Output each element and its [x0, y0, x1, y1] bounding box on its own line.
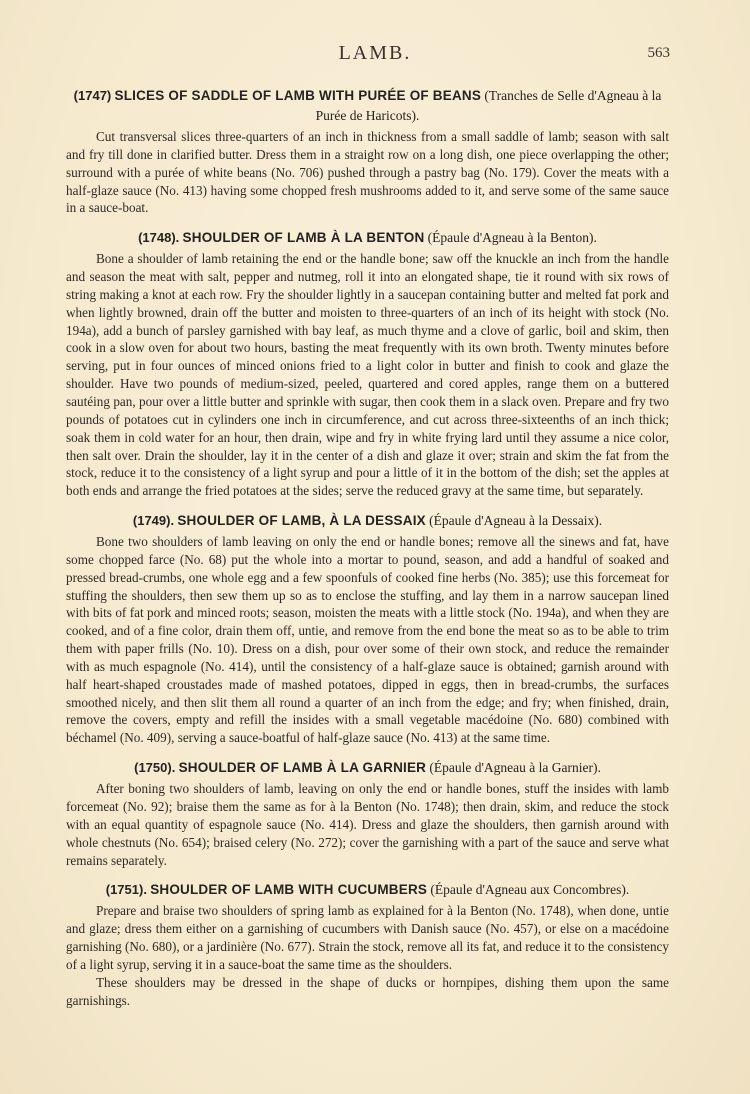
page-content	[66, 86, 669, 1009]
recipe-name: SHOULDER OF LAMB, À LA DESSAIX	[177, 513, 426, 529]
recipe-number: (1749).	[132, 513, 175, 529]
recipe-paragraph: Bone two shoulders of lamb leaving on only the end or handle bones; remove all the sinews and fat, have some chopped farce (No. 68) put the whole into a mortar to pound, season, and add a handful of soaked and pressed bread-crumbs, one whole egg and a few spoonfuls of cooked fine herbs (No. 385); use this forcemeat for stuffing the shoulders, then sew them up so as to enclose the stuffing, and lay them in a narrow saucepan lined with bits of fat pork and minced roots; season, moisten the meats with a little stock (No. 194a), and when they are cooked, and of a fine color, drain them off, untie, and remove from the end bone the meat so as to be able to trim them with paper frills (No. 10). Dress on a dish, pour over some of their own stock, and reduce the remainder with as much espagnole (No. 414), until the consistency of a half-glaze sauce is obtained; garnish around with half heart-shaped croustades made of mashed potatoes, dipped in eggs, then in bread-crumbs, the surfaces smoothed nicely, and then slit them all round a quarter of an inch from the edge; and fry; when finished, drain, remove the covers, empty and refill the insides with a small vegetable macédoine (No. 680) combined with béchamel (No. 409), serving a sauce-boatful of half-glaze sauce (No. 413) at the same time.	[66, 534, 669, 746]
running-head: LAMB.	[338, 42, 412, 64]
recipe-french-name: (Tranches de Selle d'Agneau à la Purée de Haricots).	[315, 88, 662, 123]
recipe-1747	[66, 86, 669, 217]
recipe-1751	[66, 880, 669, 1009]
recipe-name: SLICES OF SADDLE OF LAMB WITH PURÉE OF BEANS	[114, 88, 482, 103]
recipe-name: SHOULDER OF LAMB À LA BENTON	[182, 230, 425, 246]
page-header	[0, 42, 750, 66]
recipe-number: (1748).	[138, 230, 180, 246]
recipe-1750	[66, 758, 669, 869]
recipe-title	[66, 511, 669, 531]
recipe-number: (1751).	[105, 882, 147, 898]
recipe-paragraph: After boning two shoulders of lamb, leaving on only the end or handle bones, stuff the insides with lamb forcemeat (No. 92); braise them the same as for à la Benton (No. 1748); then drain, skim, and reduce the stock with an equal quantity of espagnole sauce (No. 414). Dress and glaze the shoulders, then garnish around with whole chestnuts (No. 654); braised celery (No. 272); cover the garnishing with a part of the sauce and serve what remains separately.	[66, 781, 669, 868]
recipe-paragraph: These shoulders may be dressed in the shape of ducks or hornpipes, dishing them upon the same garnishings.	[66, 974, 669, 1008]
recipe-title	[66, 86, 669, 126]
recipe-1749	[66, 511, 669, 747]
recipe-title	[66, 758, 669, 778]
recipe-title	[66, 228, 669, 248]
recipe-title	[66, 880, 669, 900]
recipe-french-name: (Épaule d'Agneau aux Concombres).	[430, 882, 630, 898]
recipe-paragraph: Cut transversal slices three-quarters of an inch in thickness from a small saddle of lamb; season with salt and fry till done in clarified butter. Dress them in a straight row on a long dish, one piece overlapping the other; surround with a purée of white beans (No. 706) pushed through a pastry bag (No. 179). Cover the meats with a half-glaze sauce (No. 413) having some chopped fresh mushrooms added to it, and serve some of the same sauce in a sauce-boat.	[66, 129, 669, 216]
recipe-french-name: (Épaule d'Agneau à la Dessaix).	[429, 513, 603, 529]
recipe-paragraph: Bone a shoulder of lamb retaining the end or the handle bone; saw off the knuckle an inch from the handle and season the meat with salt, pepper and nutmeg, roll it into an elongated shape, tie it round with six rows of string making a knot at each row. Fry the shoulder lightly in a saucepan containing butter and melted fat pork and when lightly browned, drain off the butter and moisten to three-quarters of an inch of its height with stock (No. 194a), add a bunch of parsley garnished with bay leaf, as much thyme and a clove of garlic, boil and skim, then cook in a slow oven for about two hours, basting the meat frequently with its own broth. Twenty minutes before serving, put in four ounces of minced onions fried to a light color in butter and finish to cook and glaze the shoulder. Have two pounds of medium-sized, peeled, quartered and cored apples, range them on a buttered sautéing pan, pour over a little butter and sprinkle with sugar, then cook them in a slack oven. Prepare and fry two pounds of potatoes cut in cylinders one inch in circumference, and cut across three-sixteenths of an inch thick; soak them in cold water for an hour, then drain, wipe and fry in white frying lard until they assume a nice color, then salt over. Drain the shoulder, lay it in the center of a dish and glaze it over; strain and skim the fat from the stock, reduce it to the consistency of a light syrup and pour a little of it in the bottom of the dish; set the apples at both ends and arrange the fried potatoes at the sides; serve the reduced gravy at the same time, but separately.	[66, 251, 669, 499]
recipe-number: (1747)	[73, 88, 112, 103]
page-number: 563	[647, 45, 670, 61]
recipe-number: (1750).	[134, 760, 176, 776]
recipe-name: SHOULDER OF LAMB À LA GARNIER	[178, 760, 427, 776]
recipe-1748	[66, 228, 669, 500]
recipe-french-name: (Épaule d'Agneau à la Benton).	[427, 230, 597, 246]
recipe-paragraph: Prepare and braise two shoulders of spring lamb as explained for à la Benton (No. 1748), when done, untie and glaze; dress them either on a garnishing of cucumbers with Danish sauce (No. 457), or else on a macédoine garnishing (No. 680), or a jardinière (No. 677). Strain the stock, remove all its fat, and reduce it to the consistency of a light syrup, serving it in a sauce-boat the same time as the shoulders.	[66, 903, 669, 972]
recipe-french-name: (Épaule d'Agneau à la Garnier).	[429, 760, 601, 776]
recipe-name: SHOULDER OF LAMB WITH CUCUMBERS	[150, 882, 428, 898]
